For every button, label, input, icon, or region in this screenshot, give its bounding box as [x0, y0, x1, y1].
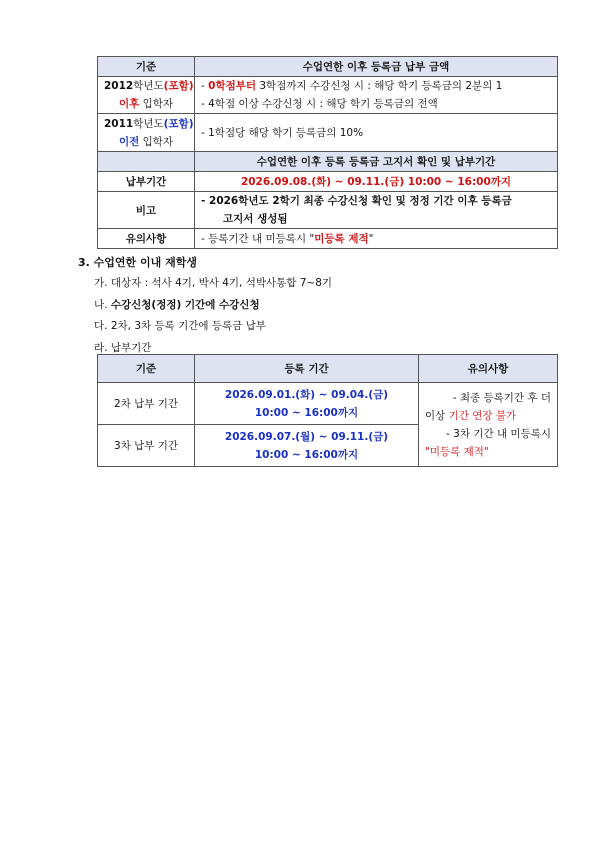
table2-header-period: 등록 기간	[195, 355, 419, 383]
table-row-remark: 비고 - 2026학년도 2학기 최종 수강신청 확인 및 정정 기간 이후 등록금 고지서 생성됨	[98, 192, 558, 229]
table2-note: - 최종 등록기간 후 더 이상 기간 연장 불가 - 3차 기간 내 미등록시 "미등록 제적"	[419, 383, 558, 467]
table2-header-criteria: 기준	[98, 355, 195, 383]
tuition-table	[97, 56, 558, 249]
table-header-amount: 수업연한 이후 등록금 납부 금액	[195, 57, 558, 77]
item-ra: 라. 납부기간	[94, 342, 152, 354]
item-da: 다. 2차, 3차 등록 기간에 등록금 납부	[94, 320, 266, 332]
table-row-period: 납부기간 2026.09.08.(화) ~ 09.11.(금) 10:00 ~ 16:00까지	[98, 172, 558, 192]
payment-period-table	[97, 354, 558, 467]
table-row-caution: 유의사항 - 등록기간 내 미등록시 "미등록 제적"	[98, 229, 558, 249]
table-subheader: 수업연한 이후 등록 등록금 고지서 확인 및 납부기간	[195, 152, 558, 172]
table-row: 2차 납부 기간 2026.09.01.(화) ~ 09.04.(금) 10:00 ~ 16:00까지 - 최종 등록기간 후 더 이상 기간 연장 불가 - 3차 기간 내 미등록시 "미등록 제적"	[98, 383, 558, 425]
item-ga: 가. 대상자 : 석사 4기, 박사 4기, 석박사통합 7~8기	[94, 277, 333, 289]
section-3-title: 3. 수업연한 이내 재학생	[78, 256, 197, 269]
table-row-2012: 2012학년도(포함) 이후 입학자 - 0학점부터 3학점까지 수강신청 시 : 해당 학기 등록금의 2분의 1 - 4학점 이상 수강신청 시 : 해당 학기 등록금의 전액	[98, 77, 558, 114]
table-header-criteria: 기준	[98, 57, 195, 77]
table-row: 3차 납부 기간 2026.09.07.(월) ~ 09.11.(금) 10:00 ~ 16:00까지	[98, 425, 558, 467]
table-row-2011: 2011학년도(포함) 이전 입학자 - 1학점당 해당 학기 등록금의 10%	[98, 114, 558, 152]
item-na: 나. 수강신청(정정) 기간에 수강신청	[94, 299, 260, 311]
table2-header-caution: 유의사항	[419, 355, 558, 383]
